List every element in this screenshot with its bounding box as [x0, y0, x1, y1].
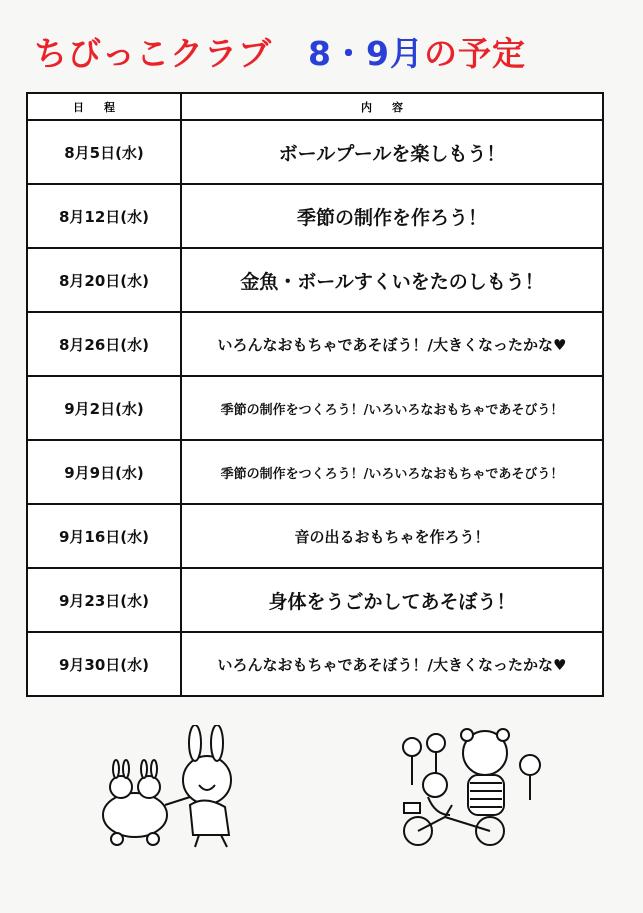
table-row: [27, 440, 603, 504]
row-content: 金魚・ボールすくいをたのしもう！: [181, 248, 603, 312]
row-content: ボールプールを楽しもう！: [181, 120, 603, 184]
row-content: 季節の制作を作ろう！: [181, 184, 603, 248]
table-row: [27, 504, 603, 568]
title-club-name: ちびっこクラブ: [34, 34, 272, 73]
bear-and-child-bicycle-illustration: [390, 725, 550, 850]
row-content: 季節の制作をつくろう！/いろいろなおもちゃであそびう！: [181, 376, 603, 440]
header-date: 日程: [27, 93, 181, 120]
row-date: 8月12日(水): [27, 184, 181, 248]
header-content: 内容: [181, 93, 603, 120]
row-content: いろんなおもちゃであそぼう！/大きくなったかな♥: [181, 312, 603, 376]
table-row: [27, 312, 603, 376]
row-date: 8月20日(水): [27, 248, 181, 312]
bunny-with-cart-illustration: [95, 725, 255, 850]
row-date: 8月26日(水): [27, 312, 181, 376]
table-header-row: [27, 93, 603, 120]
table-row: [27, 120, 603, 184]
table-row: [27, 568, 603, 632]
row-date: 9月9日(水): [27, 440, 181, 504]
row-date: 9月16日(水): [27, 504, 181, 568]
row-content: 季節の制作をつくろう！/いろいろなおもちゃであそびう！: [181, 440, 603, 504]
row-content: いろんなおもちゃであそぼう！/大きくなったかな♥: [181, 632, 603, 696]
table-row: [27, 376, 603, 440]
table-row: [27, 184, 603, 248]
row-date: 9月30日(水): [27, 632, 181, 696]
row-date: 9月2日(水): [27, 376, 181, 440]
table-row: [27, 632, 603, 696]
table-row: [27, 248, 603, 312]
page-title: [34, 28, 526, 75]
schedule-table: [26, 92, 604, 697]
row-content: 音の出るおもちゃを作ろう！: [181, 504, 603, 568]
title-months: 8・9月: [308, 34, 424, 73]
row-content: 身体をうごかしてあそぼう！: [181, 568, 603, 632]
row-date: 8月5日(水): [27, 120, 181, 184]
title-schedule: の予定: [423, 34, 526, 73]
row-date: 9月23日(水): [27, 568, 181, 632]
